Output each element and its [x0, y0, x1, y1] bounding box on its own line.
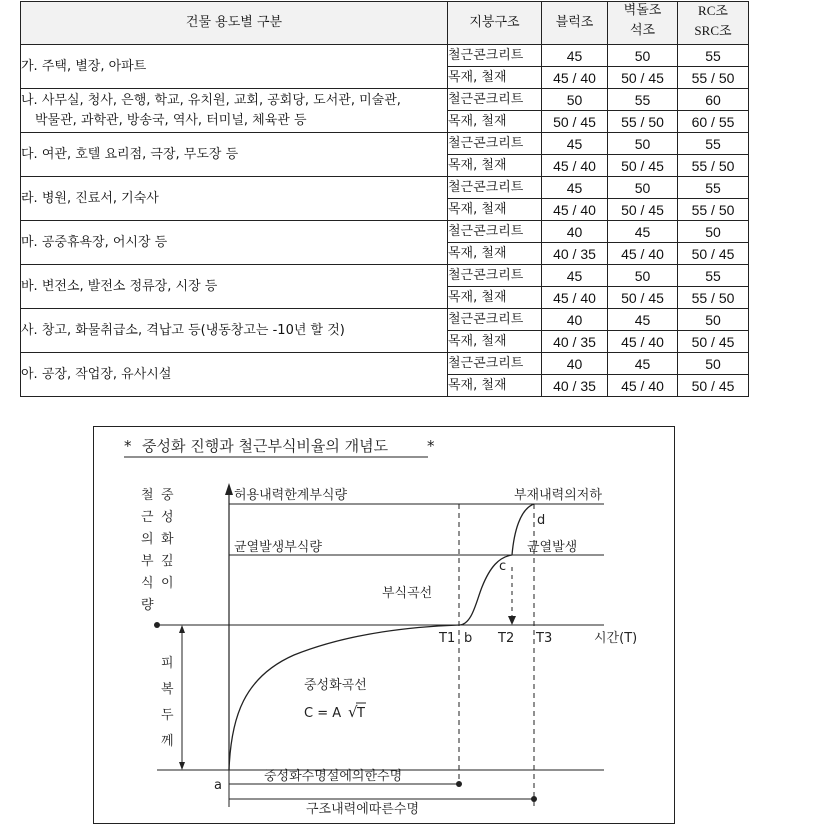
- rc-cell: 60: [678, 89, 749, 111]
- y-axis-label-char: 복: [161, 682, 174, 697]
- brick-cell: 55 / 50: [608, 111, 678, 133]
- y-axis-label-char: 근: [141, 510, 154, 525]
- rc-cell: 55 / 50: [678, 287, 749, 309]
- header-brick-stone: [608, 2, 678, 45]
- table-row: [21, 133, 749, 155]
- label-point-a: a: [214, 778, 222, 793]
- carbonation-curve: [229, 625, 459, 770]
- use-line: 사. 창고, 화물취급소, 격납고 등(냉동창고는 -10년 할 것): [21, 322, 345, 338]
- label-t1: T1: [439, 631, 456, 646]
- carbonation-diagram: [93, 426, 675, 824]
- header-rc-src: [678, 2, 749, 45]
- life-structural-dot: [531, 796, 537, 802]
- cover-arrow-bottom: [179, 762, 185, 770]
- structure-cell: 철근콘크리트: [448, 221, 542, 243]
- block-cell: 45: [542, 265, 608, 287]
- block-cell: 45: [542, 133, 608, 155]
- rc-cell: 50: [678, 353, 749, 375]
- y-axis-label-char: 중: [161, 488, 174, 503]
- brick-cell: 55: [608, 89, 678, 111]
- header-block: 블럭조: [542, 2, 608, 45]
- rc-cell: 55 / 50: [678, 199, 749, 221]
- header-structure: 지붕구조: [448, 2, 542, 45]
- brick-cell: 45: [608, 309, 678, 331]
- brick-cell: 45 / 40: [608, 331, 678, 353]
- label-reduction: 부재내력의저하: [514, 488, 602, 503]
- table-row: [21, 221, 749, 243]
- y-axis-label-char: 부: [141, 554, 154, 569]
- structure-cell: 목재, 철재: [448, 155, 542, 177]
- table-row: [21, 265, 749, 287]
- y-axis-label-char: 피: [161, 656, 174, 671]
- label-t2: T2: [498, 631, 515, 646]
- formula-prefix: C = A: [304, 706, 342, 721]
- block-cell: 40 / 35: [542, 331, 608, 353]
- header-brick: 벽돌조: [623, 3, 662, 18]
- header-rc: RC조: [698, 3, 728, 18]
- rc-cell: 50 / 45: [678, 243, 749, 265]
- use-line: 아. 공장, 작업장, 유사시설: [21, 366, 172, 382]
- brick-cell: 45: [608, 353, 678, 375]
- rc-cell: 55: [678, 265, 749, 287]
- use-cell: [21, 353, 448, 397]
- brick-cell: 50: [608, 133, 678, 155]
- use-line: 바. 변전소, 발전소 정류장, 시장 등: [21, 278, 218, 294]
- structure-cell: 철근콘크리트: [448, 45, 542, 67]
- y-axis-label-char: 깊: [161, 554, 174, 569]
- table-row: [21, 309, 749, 331]
- use-cell: [21, 177, 448, 221]
- lifespan-table: [20, 1, 749, 397]
- y-axis-arrowhead: [225, 483, 233, 495]
- label-allowable: 허용내력한계부식량: [234, 488, 348, 503]
- structure-cell: 목재, 철재: [448, 375, 542, 397]
- block-cell: 45 / 40: [542, 67, 608, 89]
- block-cell: 45 / 40: [542, 155, 608, 177]
- structure-cell: 철근콘크리트: [448, 265, 542, 287]
- use-cell: [21, 45, 448, 89]
- brick-cell: 45: [608, 221, 678, 243]
- structure-cell: 목재, 철재: [448, 111, 542, 133]
- brick-cell: 45 / 40: [608, 243, 678, 265]
- structure-cell: 철근콘크리트: [448, 353, 542, 375]
- block-cell: 40: [542, 309, 608, 331]
- brick-cell: 50 / 45: [608, 67, 678, 89]
- block-cell: 40 / 35: [542, 243, 608, 265]
- formula-var: T: [357, 706, 365, 721]
- table-row: [21, 45, 749, 67]
- diagram-title-mark-left: *: [124, 437, 132, 455]
- brick-cell: 45 / 40: [608, 375, 678, 397]
- use-line: 라. 병원, 진료서, 기숙사: [21, 190, 159, 206]
- structure-cell: 목재, 철재: [448, 243, 542, 265]
- label-point-c: c: [499, 559, 507, 574]
- use-line: 다. 여관, 호텔 요리점, 극장, 무도장 등: [21, 146, 239, 162]
- life-carbonation-dot: [456, 781, 462, 787]
- rc-cell: 55 / 50: [678, 155, 749, 177]
- t2-arrowhead: [508, 616, 516, 625]
- rc-cell: 55: [678, 45, 749, 67]
- structure-cell: 목재, 철재: [448, 67, 542, 89]
- block-cell: 45: [542, 45, 608, 67]
- label-crack: 균열발생: [527, 540, 578, 555]
- y-axis-label-char: 화: [161, 532, 174, 547]
- label-carbonation-curve: 중성화곡선: [304, 678, 367, 693]
- use-line: 마. 공중휴욕장, 어시장 등: [21, 234, 168, 250]
- diagram-title: 중성화 진행과 철근부식비율의 개념도: [142, 437, 389, 455]
- y-axis-label-char: 께: [161, 734, 174, 749]
- rc-cell: 50 / 45: [678, 331, 749, 353]
- brick-cell: 50: [608, 265, 678, 287]
- label-point-d: d: [537, 513, 546, 528]
- rc-cell: 55 / 50: [678, 67, 749, 89]
- structure-cell: 목재, 철재: [448, 199, 542, 221]
- block-cell: 45 / 40: [542, 287, 608, 309]
- brick-cell: 50: [608, 177, 678, 199]
- use-cell: [21, 309, 448, 353]
- rc-cell: 60 / 55: [678, 111, 749, 133]
- structure-cell: 철근콘크리트: [448, 133, 542, 155]
- brick-cell: 50 / 45: [608, 287, 678, 309]
- y-axis-label-char: 철: [141, 488, 154, 503]
- use-cell: [21, 221, 448, 265]
- y-axis-label-char: 성: [161, 510, 174, 525]
- use-cell: [21, 133, 448, 177]
- table-row: [21, 353, 749, 375]
- use-line: 박물관, 과학관, 방송국, 역사, 터미널, 체육관 등: [35, 112, 307, 128]
- use-cell: [21, 265, 448, 309]
- block-cell: 40: [542, 221, 608, 243]
- label-corrosion-curve: 부식곡선: [382, 586, 433, 601]
- structure-cell: 철근콘크리트: [448, 177, 542, 199]
- block-cell: 45: [542, 177, 608, 199]
- block-cell: 45 / 40: [542, 199, 608, 221]
- brick-cell: 50 / 45: [608, 155, 678, 177]
- brick-cell: 50 / 45: [608, 199, 678, 221]
- formula-sqrt: √: [348, 703, 358, 721]
- diagram-svg: [94, 427, 676, 825]
- rc-cell: 55: [678, 133, 749, 155]
- label-life-carbonation: 중성화수명설에의한수명: [264, 769, 403, 784]
- rc-cell: 50 / 45: [678, 375, 749, 397]
- table-row: [21, 89, 749, 111]
- brick-cell: 50: [608, 45, 678, 67]
- y-axis-label-char: 식: [141, 576, 154, 591]
- use-line: 나. 사무실, 청사, 은행, 학교, 유치원, 교회, 공회당, 도서관, 미술관,: [21, 92, 401, 108]
- block-cell: 40: [542, 353, 608, 375]
- use-cell: [21, 89, 448, 133]
- label-life-structural: 구조내력에따른수명: [306, 802, 420, 817]
- header-use: 건물 용도별 구분: [21, 2, 448, 45]
- structure-cell: 목재, 철재: [448, 287, 542, 309]
- structure-cell: 목재, 철재: [448, 331, 542, 353]
- label-time-axis: 시간(T): [594, 631, 638, 646]
- rc-cell: 55: [678, 177, 749, 199]
- block-cell: 40 / 35: [542, 375, 608, 397]
- block-cell: 50: [542, 89, 608, 111]
- header-stone: 석조: [629, 23, 656, 38]
- y-axis-label-char: 이: [161, 576, 174, 591]
- cover-arrow-top: [179, 625, 185, 633]
- y-axis-label-char: 의: [141, 532, 154, 547]
- y-axis-label-char: 두: [161, 708, 174, 723]
- label-point-b: b: [464, 631, 473, 646]
- use-line: 가. 주택, 별장, 아파트: [21, 58, 147, 74]
- block-cell: 50 / 45: [542, 111, 608, 133]
- rc-cell: 50: [678, 221, 749, 243]
- structure-cell: 철근콘크리트: [448, 309, 542, 331]
- table-row: [21, 177, 749, 199]
- rebar-level-dot: [154, 622, 160, 628]
- structure-cell: 철근콘크리트: [448, 89, 542, 111]
- header-src: SRC조: [694, 23, 732, 38]
- diagram-title-mark-right: *: [427, 437, 435, 455]
- rc-cell: 50: [678, 309, 749, 331]
- label-t3: T3: [536, 631, 553, 646]
- y-axis-label-char: 량: [141, 598, 154, 613]
- label-crack-level: 균열발생부식량: [234, 540, 322, 555]
